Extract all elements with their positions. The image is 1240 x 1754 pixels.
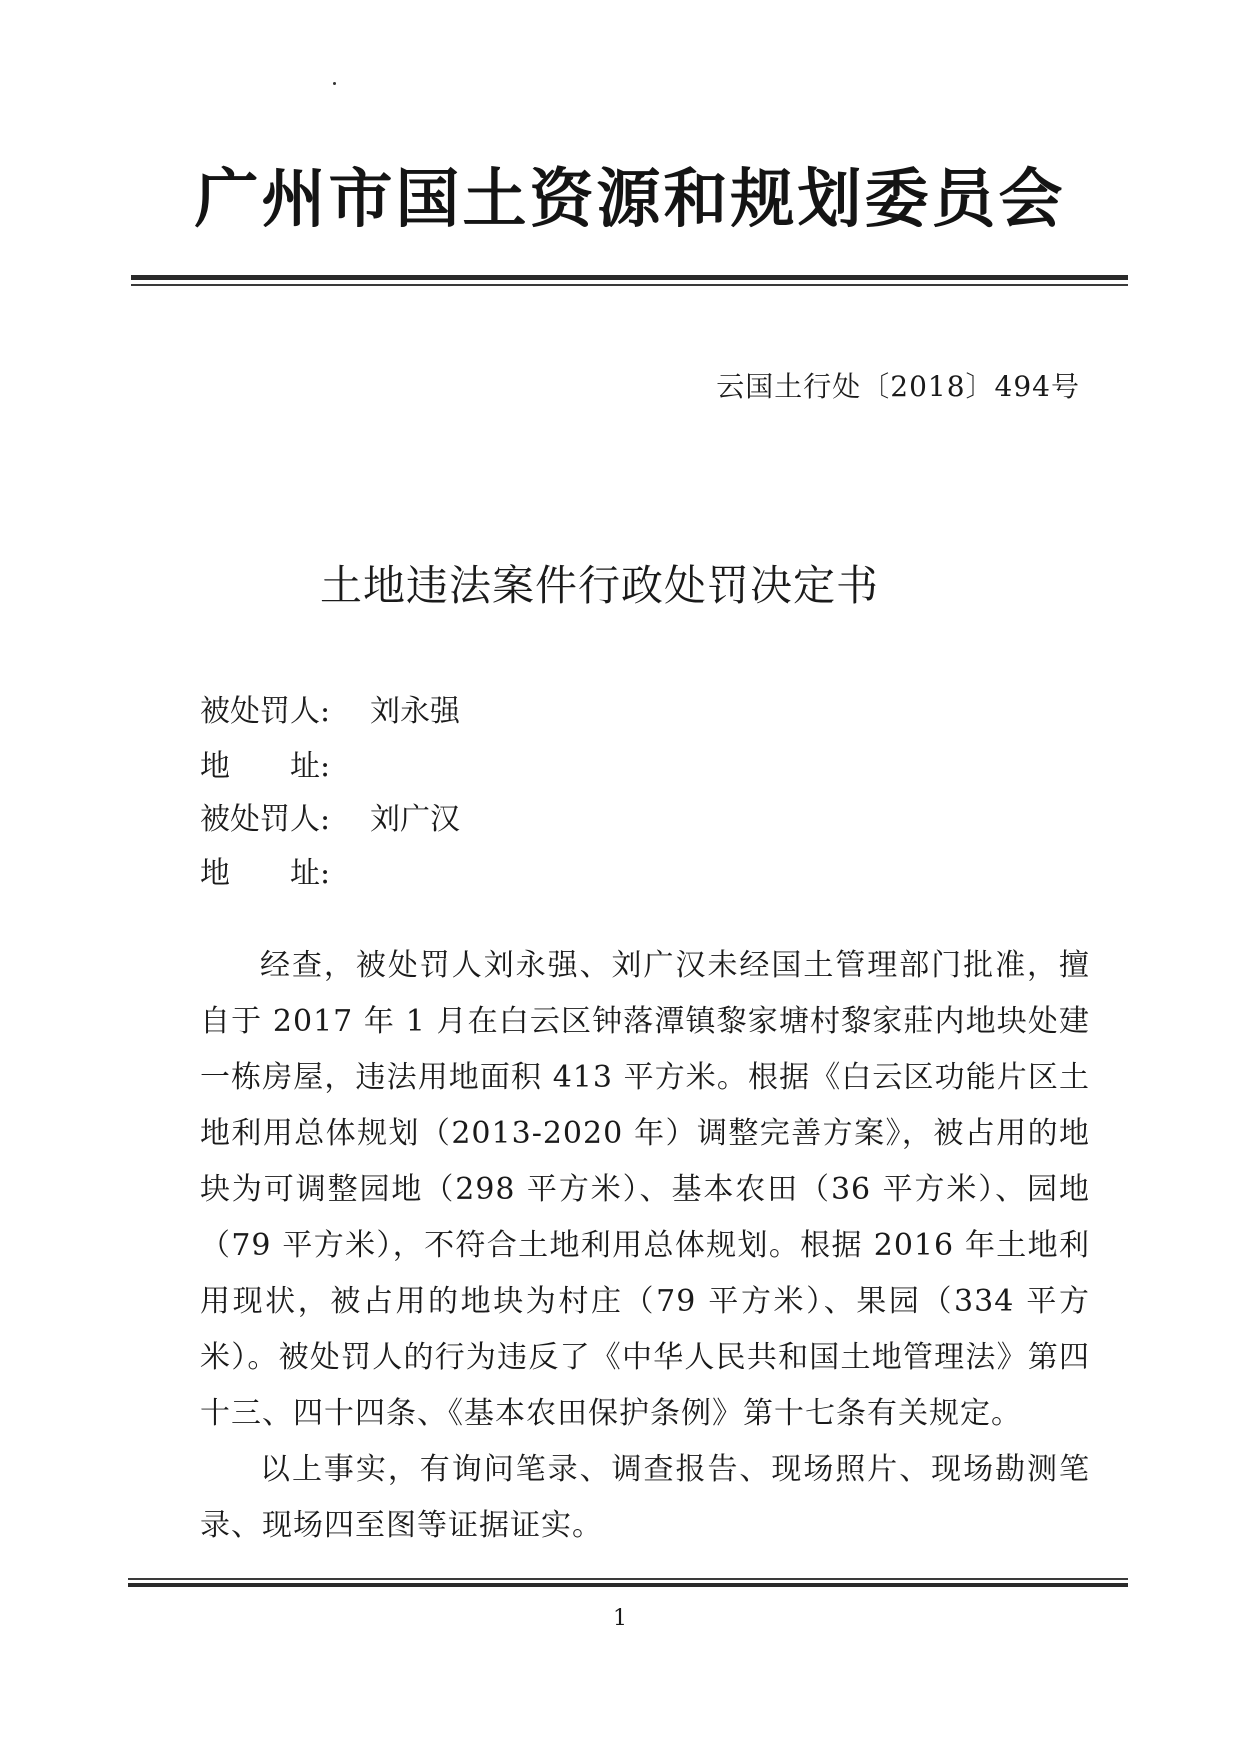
party-label: 被处罚人:	[200, 802, 331, 837]
scan-speck	[333, 82, 336, 85]
footer-divider	[128, 1578, 1128, 1590]
party-value: 刘永强	[370, 694, 460, 729]
party-value: 刘广汉	[370, 802, 460, 837]
party-label: 地 址:	[200, 856, 331, 891]
party-label: 地 址:	[200, 749, 331, 784]
divider-thick-line	[131, 275, 1128, 280]
masthead-divider	[131, 275, 1128, 289]
document-title: 土地违法案件行政处罚决定书	[320, 561, 880, 610]
party-row-2	[200, 741, 370, 785]
party-row-4	[200, 848, 370, 892]
party-label: 被处罚人:	[200, 694, 331, 729]
party-row-3	[200, 794, 460, 838]
body-text	[200, 938, 1090, 1554]
body-paragraph-facts: 经查，被处罚人刘永强、刘广汉未经国土管理部门批准，擅自于 2017 年 1 月在白云区钟落潭镇黎家塘村黎家莊内地块处建一栋房屋，违法用地面积 413 平方米。根据《白云区功能片区土地利用总体规划（2013-2020 年）调整完善方案》，被占用的地块为可调整园地（298 平方米）、基本农田（36 平方米）、园地（79 平方米），不符合土地利用总体规划。根据 2016 年土地利用现状，被占用的地块为村庄（79 平方米）、果园（334 平方米）。被处罚人的行为违反了《中华人民共和国土地管理法》第四十三、四十四条、《基本农田保护条例》第十七条有关规定。	[200, 948, 1090, 1431]
divider-thick-line	[128, 1583, 1128, 1587]
divider-thin-line	[131, 284, 1128, 286]
body-paragraph-evidence: 以上事实，有询问笔录、调查报告、现场照片、现场勘测笔录、现场四至图等证据证实。	[200, 1452, 1090, 1543]
divider-thin-line	[128, 1578, 1128, 1580]
party-row-1	[200, 686, 460, 730]
agency-masthead: 广州市国土资源和规划委员会	[194, 162, 1066, 237]
page-number: 1	[613, 1606, 627, 1631]
document-number: 云国土行处〔2018〕494号	[716, 370, 1080, 403]
